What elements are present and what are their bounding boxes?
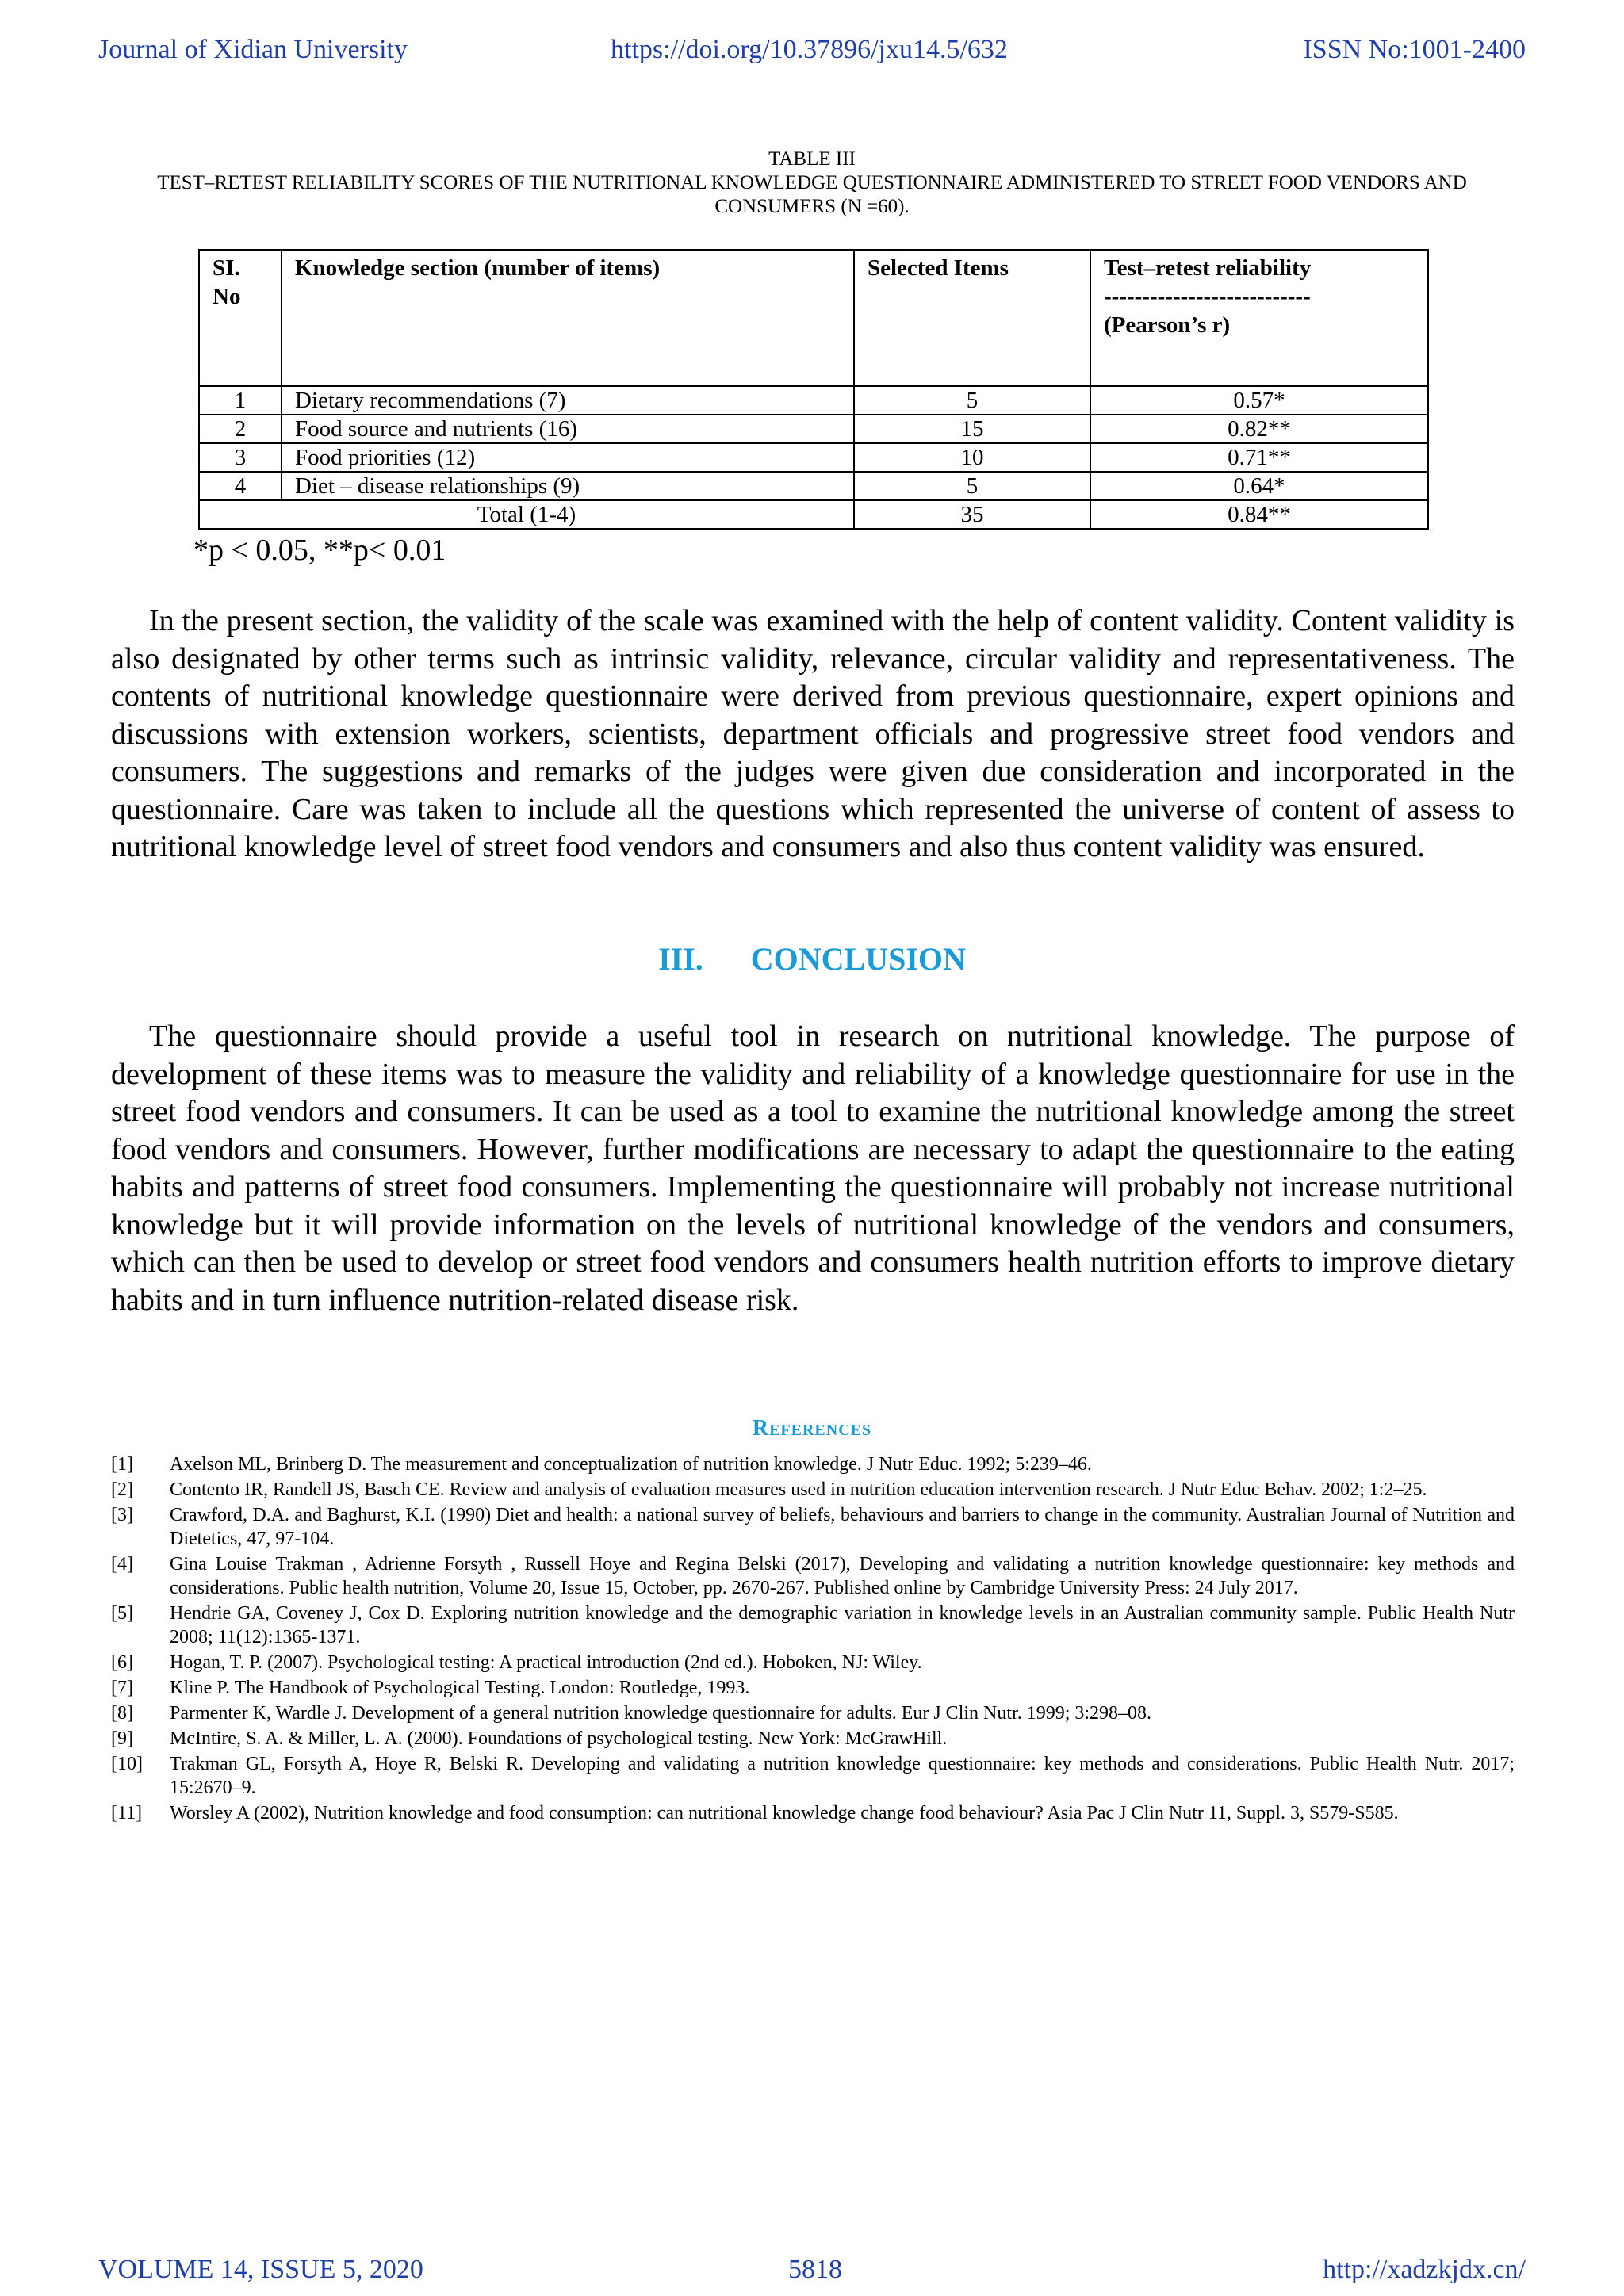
reference-text: Gina Louise Trakman , Adrienne Forsyth , Russell Hoye and Regina Belski (2017), Developing and validating a nutrition knowledge questionnaire: key methods and considerations. Public health nutrition, Volume 20, Issue 15, October, pp. 2670-267. Published online by Cambridge University Press: 24 July 2017. [170,1554,1515,1598]
table-caption [95,147,1529,219]
cell-section: Diet – disease relationships (9) [282,472,854,500]
reference-number: [6] [111,1652,133,1673]
reference-number: [3] [111,1505,133,1525]
journal-url[interactable]: http://xadzkjdx.cn/ [1323,2255,1526,2284]
cell-reliability: 0.64* [1090,472,1428,500]
cell-total-reliability: 0.84** [1090,500,1428,529]
reference-item [111,1676,1515,1700]
header-sl-no: SI. No [199,250,282,386]
cell-selected: 15 [854,415,1090,443]
table-row [199,472,1428,500]
cell-reliability: 0.57* [1090,386,1428,415]
reference-item [111,1552,1515,1600]
reference-item [111,1503,1515,1551]
header-reliability-unit: (Pearson’s r) [1104,312,1231,338]
table-row [199,443,1428,472]
reference-text: Trakman GL, Forsyth A, Hoye R, Belski R. Developing and validating a nutrition knowledge questionnaire: key methods and considerations. Public Health Nutr. 2017; 15:2670–9. [170,1754,1515,1798]
cell-reliability: 0.71** [1090,443,1428,472]
reference-text: Crawford, D.A. and Baghurst, K.I. (1990) Diet and health: a national survey of beliefs, behaviours and barriers to change in the community. Australian Journal of Nutrition and Dietetics, 47, 97-104. [170,1505,1515,1549]
table-row [199,386,1428,415]
table-label: TABLE III [768,148,856,170]
reference-text: Parmenter K, Wardle J. Development of a general nutrition knowledge questionnaire for adults. Eur J Clin Nutr. 1999; 3:298–08. [170,1703,1152,1724]
reference-text: Hogan, T. P. (2007). Psychological testing: A practical introduction (2nd ed.). Hoboken, NJ: Wiley. [170,1652,922,1673]
volume-issue: VOLUME 14, ISSUE 5, 2020 [98,2255,423,2284]
reference-item [111,1601,1515,1649]
reference-item [111,1452,1515,1476]
cell-no: 4 [199,472,282,500]
header-section: Knowledge section (number of items) [282,250,854,386]
reference-text: Worsley A (2002), Nutrition knowledge and food consumption: can nutritional knowledge change food behaviour? Asia Pac J Clin Nutr 11, Suppl. 3, S579-S585. [170,1803,1399,1823]
cell-total-label: Total (1-4) [199,500,854,529]
reference-item [111,1478,1515,1502]
cell-total-selected: 35 [854,500,1090,529]
header-reliability-title: Test–retest reliability [1104,255,1312,281]
reference-text: Hendrie GA, Coveney J, Cox D. Exploring nutrition knowledge and the demographic variation in knowledge levels in an Australian community sample. Public Health Nutr 2008; 11(12):1365-1371. [170,1603,1515,1647]
reference-number: [4] [111,1554,133,1575]
header-selected: Selected Items [854,250,1090,386]
cell-section: Food source and nutrients (16) [282,415,854,443]
table-title: TEST–RETEST RELIABILITY SCORES OF THE NUTRITIONAL KNOWLEDGE QUESTIONNAIRE ADMINISTERED TO STREET FOOD VENDORS AND CONSUMERS (N =60). [157,172,1467,217]
cell-selected: 5 [854,472,1090,500]
reference-item [111,1701,1515,1725]
reference-number: [7] [111,1678,133,1698]
reference-list [111,1452,1515,1827]
table-header-row [199,250,1428,386]
table-row [199,415,1428,443]
reference-text: Axelson ML, Brinberg D. The measurement and conceptualization of nutrition knowledge. J Nutr Educ. 1992; 5:239–46. [170,1454,1092,1475]
page-number: 5818 [788,2255,842,2284]
cell-section: Dietary recommendations (7) [282,386,854,415]
table-total-row [199,500,1428,529]
reference-number: [9] [111,1728,133,1749]
doi-link[interactable]: https://doi.org/10.37896/jxu14.5/632 [611,35,1008,64]
conclusion-number: III. [658,941,703,977]
reference-item [111,1651,1515,1674]
cell-no: 2 [199,415,282,443]
reliability-table [198,249,1429,530]
reference-number: [8] [111,1703,133,1724]
significance-note: *p < 0.05, **p< 0.01 [193,534,446,567]
reference-number: [2] [111,1479,133,1500]
reference-item [111,1727,1515,1751]
reference-text: Kline P. The Handbook of Psychological Testing. London: Routledge, 1993. [170,1678,750,1698]
reference-item [111,1752,1515,1800]
reference-number: [1] [111,1454,133,1475]
cell-no: 1 [199,386,282,415]
header-reliability-rule: --------------------------- [1104,284,1311,309]
cell-reliability: 0.82** [1090,415,1428,443]
reference-number: [10] [111,1754,143,1774]
validity-paragraph: In the present section, the validity of the scale was examined with the help of content validity. Content validity is also designated by other terms such as intrinsic validity, relevance, circular validity and representativeness. The contents of nutritional knowledge questionnaire were derived from previous questionnaire, expert opinions and discussions with extension workers, scientists, department officials and progressive street food vendors and consumers. The suggestions and remarks of the judges were given due consideration and incorporated in the questionnaire. Care was taken to include all the questions which represented the universe of content of assess to nutritional knowledge level of street food vendors and consumers and also thus content validity was ensured. [111,604,1515,863]
cell-selected: 5 [854,386,1090,415]
conclusion-paragraph: The questionnaire should provide a useful tool in research on nutritional knowledge. The purpose of development of these items was to measure the validity and reliability of a knowledge questionnaire for use in the street food vendors and consumers. It can be used as a tool to examine the nutritional knowledge among the street food vendors and consumers. However, further modifications are necessary to adapt the questionnaire to the eating habits and patterns of street food consumers. Implementing the questionnaire will probably not increase nutritional knowledge but it will provide information on the levels of nutritional knowledge of the vendors and consumers, which can then be used to develop or street food vendors and consumers health nutrition efforts to improve dietary habits and in turn influence nutrition-related disease risk. [111,1020,1515,1317]
cell-selected: 10 [854,443,1090,472]
issn: ISSN No:1001-2400 [1303,35,1526,64]
reference-text: McIntire, S. A. & Miller, L. A. (2000). Foundations of psychological testing. New York: McGrawHill. [170,1728,948,1749]
references-heading: References [752,1416,872,1441]
reference-item [111,1801,1515,1825]
cell-no: 3 [199,443,282,472]
journal-name: Journal of Xidian University [98,35,408,64]
conclusion-title: CONCLUSION [750,941,966,977]
header-reliability [1090,250,1428,386]
conclusion-heading [95,940,1529,978]
reference-number: [11] [111,1803,143,1823]
reference-text: Contento IR, Randell JS, Basch CE. Review and analysis of evaluation measures used in nutrition education intervention research. J Nutr Educ Behav. 2002; 1:2–25. [170,1479,1427,1500]
reference-number: [5] [111,1603,133,1624]
cell-section: Food priorities (12) [282,443,854,472]
